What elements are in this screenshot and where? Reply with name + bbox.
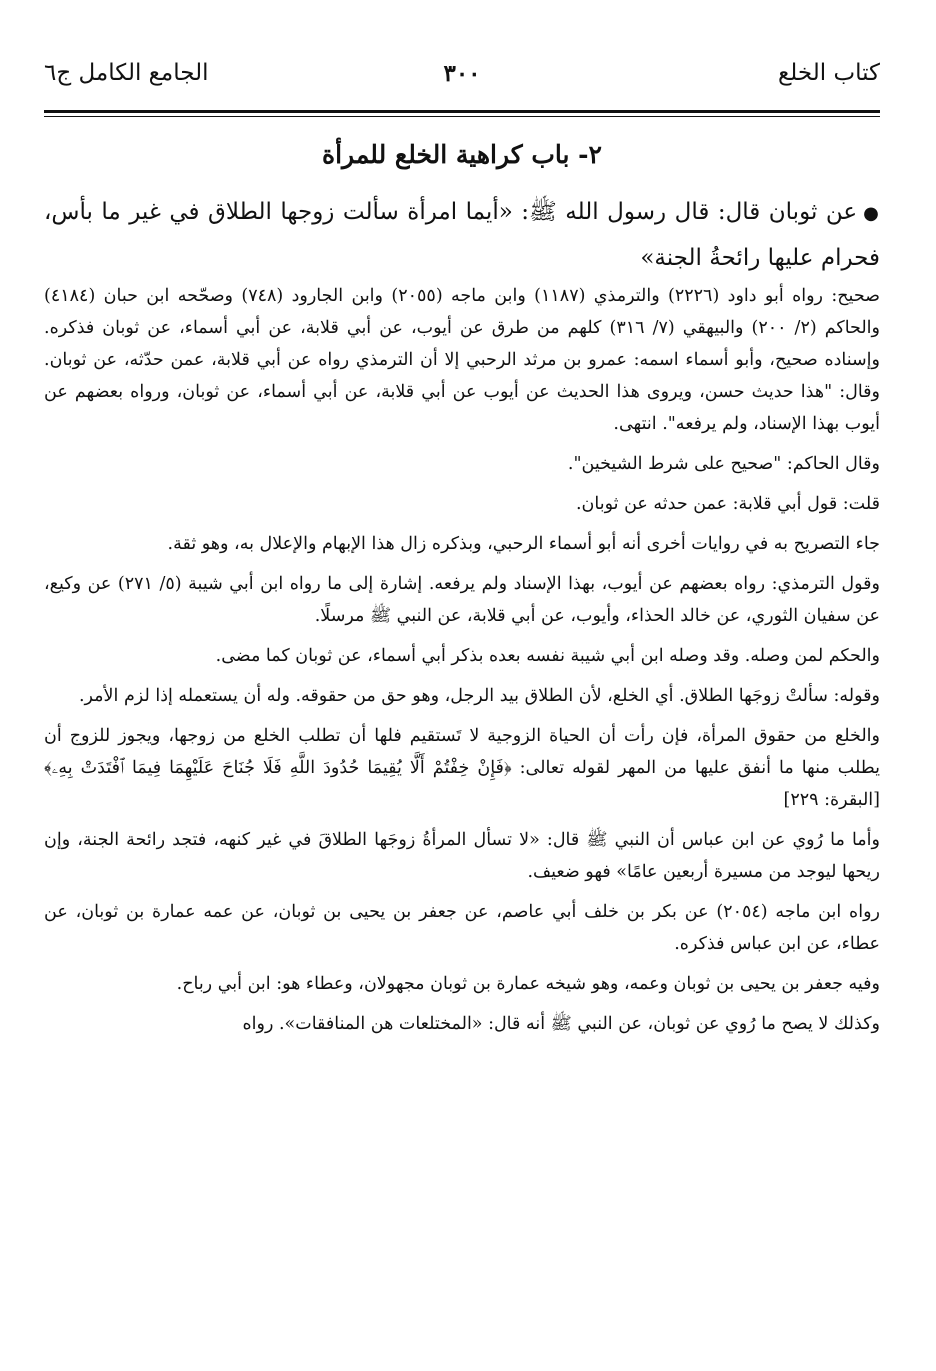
page-header bbox=[44, 60, 880, 100]
paragraph-ibn-abbas: وأما ما رُوي عن ابن عباس أن النبي ﷺ قال: «لا تسأل المرأةُ زوجَها الطلاقَ في غير كنهه، فتجد رائحة الجنة، وإن ريحها ليوجد من مسيرة أربعين عامًا» فهو ضعيف. bbox=[44, 830, 880, 882]
paragraph-meaning: وقوله: سألتْ زوجَها الطلاق. أي الخلع، لأن الطلاق بيد الرجل، وهو حق من حقوقه. وله أن يستعمله إذا لزم الأمر. bbox=[78, 686, 880, 706]
volume-title: الجامع الكامل ج٦ bbox=[44, 60, 209, 86]
header-rule-thick bbox=[44, 110, 880, 113]
paragraph-note: قلت: قول أبي قلابة: عمن حدثه عن ثوبان. bbox=[575, 494, 880, 514]
bullet-icon: ● bbox=[863, 203, 880, 224]
header-rule-thin bbox=[44, 116, 880, 117]
document-page bbox=[44, 60, 880, 1034]
paragraph-takhrij: صحيح: رواه أبو داود (٢٢٢٦) والترمذي (١١٨٧) وابن ماجه (٢٠٥٥) وابن الجارود (٧٤٨) وصحّحه ابن حبان (٤١٨٤) والحاكم (٢/ ٢٠٠) والبيهقي (٧/ ٣١٦) كلهم من طرق عن أيوب، عن أبي قلابة، عن أبي أسماء، عن ثوبان فذكره. وإسناده صحيح، وأبو أسماء اسمه: عمرو بن مرثد الرحبي إلا أن الترمذي رواه عن أبي قلابة، عمن حدّثه، عن ثوبان. وقال: "هذا حديث حسن، ويروى هذا الحديث عن أيوب عن أبي قلابة، عن أبي أسماء، عن ثوبان، ورواه بعضهم عن أيوب بهذا الإسناد، ولم يرفعه". انتهى. bbox=[44, 286, 880, 434]
chapter-title: ٢- باب كراهية الخلع للمرأة bbox=[322, 140, 602, 169]
paragraph-hakim: وقال الحاكم: "صحيح على شرط الشيخين". bbox=[567, 454, 880, 474]
paragraph-khul-rights: والخلع من حقوق المرأة، فإن رأت أن الحياة الزوجية لا تَستقيم فلها أن تطلب الخلع من زوجها، ويجوز للزوج أن يطلب منها ما أنفق عليها من المهر لقوله تعالى: ﴿فَإِنْ خِفْتُمْ أَلَّا يُقِيمَا حُدُودَ اللَّهِ فَلَا جُنَاحَ عَلَيْهِمَا فِيمَا ٱفْتَدَتْ بِهِۦ﴾ [البقرة: ٢٢٩] bbox=[44, 726, 880, 810]
book-title: كتاب الخلع bbox=[778, 60, 880, 86]
commentary-body bbox=[44, 280, 880, 1048]
paragraph-final: وكذلك لا يصح ما رُوي عن ثوبان، عن النبي ﷺ أنه قال: «المختلعات هن المنافقات». رواه bbox=[242, 1014, 880, 1034]
hadith-text-block bbox=[44, 190, 880, 280]
paragraph-narrators: وفيه جعفر بن يحيى بن ثوبان وعمه، وهو شيخه عمارة بن ثوبان مجهولان، وعطاء هو: ابن أبي رباح. bbox=[176, 974, 880, 994]
paragraph-clarification: جاء التصريح به في روايات أخرى أنه أبو أسماء الرحبي، وبذكره زال هذا الإبهام والإعلال به، وهو ثقة. bbox=[167, 534, 880, 554]
hadith-text: عن ثوبان قال: قال رسول الله ﷺ: «أيما امرأة سألت زوجها الطلاق في غير ما بأس، فحرام عليها رائحةُ الجنة» bbox=[44, 199, 880, 271]
paragraph-ruling: والحكم لمن وصله. وقد وصله ابن أبي شيبة نفسه بعده بذكر أبي أسماء، عن ثوبان كما مضى. bbox=[215, 646, 880, 666]
paragraph-ibn-majah: رواه ابن ماجه (٢٠٥٤) عن بكر بن خلف أبي عاصم، عن جعفر بن يحيى بن ثوبان، عن عمه عمارة بن ثوبان، عن عطاء، عن ابن عباس فذكره. bbox=[44, 902, 880, 954]
paragraph-tirmidhi: وقول الترمذي: رواه بعضهم عن أيوب، بهذا الإسناد ولم يرفعه. إشارة إلى ما رواه ابن أبي شيبة (٥/ ٢٧١) عن وكيع، عن سفيان الثوري، عن خالد الحذاء، وأيوب، عن أبي قلابة، عن النبي ﷺ مرسلًا. bbox=[44, 574, 880, 626]
page-number: ٣٠٠ bbox=[443, 60, 481, 87]
